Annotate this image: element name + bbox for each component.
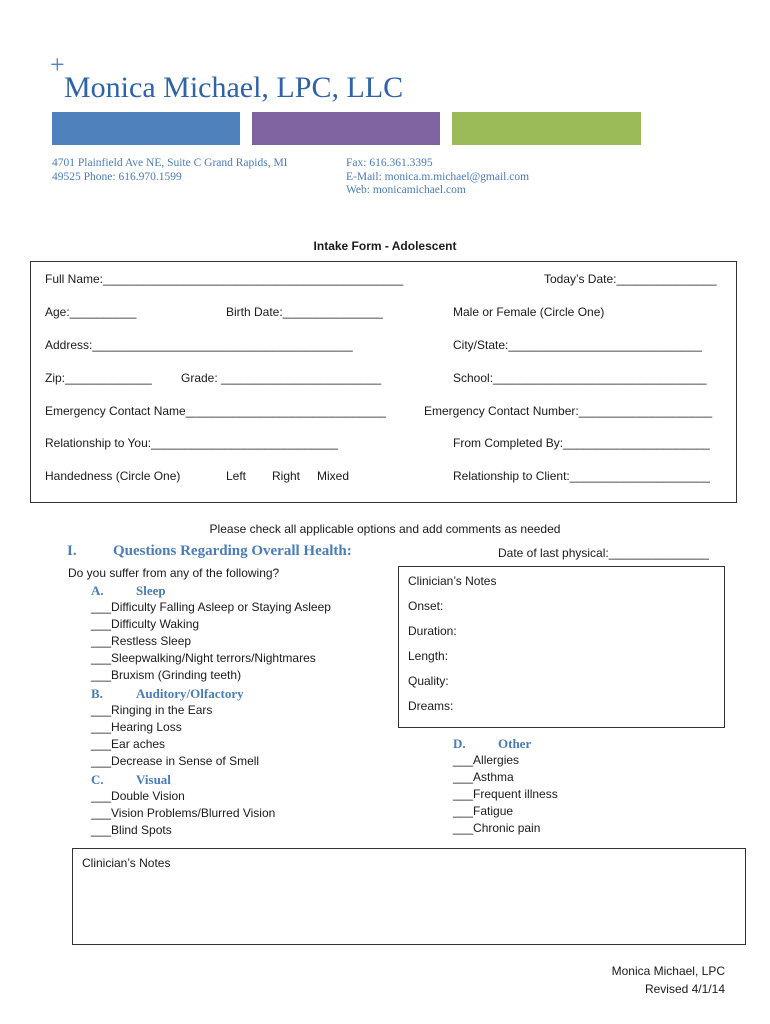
bottom-clinician-notes-title: Clinician’s Notes xyxy=(82,856,171,870)
footer-revised: Revised 4/1/14 xyxy=(644,982,725,996)
checklist-item[interactable]: ___Chronic pain xyxy=(453,821,541,835)
group-d-letter: D. xyxy=(453,736,466,751)
handedness-right-option[interactable]: Right xyxy=(272,469,301,483)
checklist-item[interactable]: ___Hearing Loss xyxy=(91,720,182,734)
group-a-title: Sleep xyxy=(136,583,166,598)
form-completed-by-field[interactable]: From Completed By:______________________ xyxy=(453,436,710,450)
checklist-item[interactable]: ___Allergies xyxy=(453,753,520,767)
handedness-left-option[interactable]: Left xyxy=(226,469,247,483)
checklist-item[interactable]: ___Ear aches xyxy=(91,737,166,751)
city-state-field[interactable]: City/State:_____________________________ xyxy=(453,338,702,352)
practice-title: Monica Michael, LPC, LLC xyxy=(64,71,404,104)
address-field[interactable]: Address:_______________________________________ xyxy=(45,338,353,352)
checklist-item[interactable]: ___Ringing in the Ears xyxy=(91,703,213,717)
visual-checklist xyxy=(91,788,275,839)
fax-number: Fax: 616.361.3395 xyxy=(346,157,433,169)
emergency-contact-name-field[interactable]: Emergency Contact Name______________________________ xyxy=(45,404,386,418)
clinician-notes-title: Clinician’s Notes xyxy=(408,574,497,588)
purple-color-bar xyxy=(252,112,440,145)
checklist-item[interactable]: ___Sleepwalking/Night terrors/Nightmares xyxy=(91,651,316,665)
clinician-notes-lines xyxy=(408,599,457,724)
school-field[interactable]: School:________________________________ xyxy=(453,371,707,385)
handedness-mixed-option[interactable]: Mixed xyxy=(317,469,350,483)
plus-mark: + xyxy=(50,50,65,79)
footer-name: Monica Michael, LPC xyxy=(611,964,725,978)
bottom-clinician-notes-box[interactable] xyxy=(72,848,746,945)
group-b-title: Auditory/Olfactory xyxy=(136,686,244,701)
dreams-field[interactable]: Dreams: xyxy=(408,699,454,713)
address-line-1: 4701 Plainfield Ave NE, Suite C Grand Rapids, MI xyxy=(52,157,288,169)
group-b-letter: B. xyxy=(91,686,103,701)
last-physical-field[interactable]: Date of last physical:_______________ xyxy=(498,546,709,560)
onset-field[interactable]: Onset: xyxy=(408,599,444,613)
instructions-text: Please check all applicable options and add comments as needed xyxy=(209,522,561,536)
checklist-item[interactable]: ___Restless Sleep xyxy=(91,634,192,648)
sleep-checklist xyxy=(91,599,331,684)
checklist-item[interactable]: ___Decrease in Sense of Smell xyxy=(91,754,260,768)
checklist-item[interactable]: ___Difficulty Waking xyxy=(91,617,200,631)
blue-color-bar xyxy=(52,112,240,145)
section-numeral: I. xyxy=(67,543,77,559)
checklist-item[interactable]: ___Frequent illness xyxy=(453,787,558,801)
checklist-item[interactable]: ___Bruxism (Grinding teeth) xyxy=(91,668,242,682)
quality-field[interactable]: Quality: xyxy=(408,674,449,688)
email-address: E-Mail: monica.m.michael@gmail.com xyxy=(346,170,530,183)
age-field[interactable]: Age:__________ xyxy=(45,305,137,319)
website: Web: monicamichael.com xyxy=(346,184,466,196)
checklist-item[interactable]: ___Double Vision xyxy=(91,789,185,803)
group-c-letter: C. xyxy=(91,772,104,787)
zip-field[interactable]: Zip:_____________ xyxy=(45,371,152,385)
group-c-title: Visual xyxy=(136,772,171,787)
group-d-title: Other xyxy=(498,736,532,751)
address-line-2: 49525 Phone: 616.970.1599 xyxy=(52,170,182,183)
contact-block xyxy=(346,157,529,198)
group-a-letter: A. xyxy=(91,583,104,598)
auditory-checklist xyxy=(91,702,259,770)
sex-field[interactable]: Male or Female (Circle One) xyxy=(453,305,605,319)
symptom-prompt: Do you suffer from any of the following? xyxy=(68,566,280,580)
green-color-bar xyxy=(452,112,641,145)
grade-field[interactable]: Grade: ________________________ xyxy=(181,371,382,385)
duration-field[interactable]: Duration: xyxy=(408,624,457,638)
checklist-item[interactable]: ___Fatigue xyxy=(453,804,514,818)
relationship-to-you-field[interactable]: Relationship to You:____________________________ xyxy=(45,436,338,450)
checklist-item[interactable]: ___Blind Spots xyxy=(91,823,172,837)
emergency-contact-number-field[interactable]: Emergency Contact Number:____________________ xyxy=(424,404,713,418)
length-field[interactable]: Length: xyxy=(408,649,449,663)
other-checklist xyxy=(453,752,558,837)
form-title: Intake Form - Adolescent xyxy=(313,239,457,253)
birth-date-field[interactable]: Birth Date:_______________ xyxy=(226,305,383,319)
full-name-field[interactable]: Full Name:_____________________________________________ xyxy=(45,272,404,286)
address-block xyxy=(52,157,288,184)
handedness-label: Handedness (Circle One) xyxy=(45,469,181,483)
checklist-item[interactable]: ___Vision Problems/Blurred Vision xyxy=(91,806,276,820)
checklist-item[interactable]: ___Asthma xyxy=(453,770,514,784)
relationship-to-client-field[interactable]: Relationship to Client:_____________________ xyxy=(453,469,710,483)
section-title: Questions Regarding Overall Health: xyxy=(113,543,352,559)
checklist-item[interactable]: ___Difficulty Falling Asleep or Staying Asleep xyxy=(91,600,331,614)
todays-date-field[interactable]: Today’s Date:_______________ xyxy=(544,272,717,286)
